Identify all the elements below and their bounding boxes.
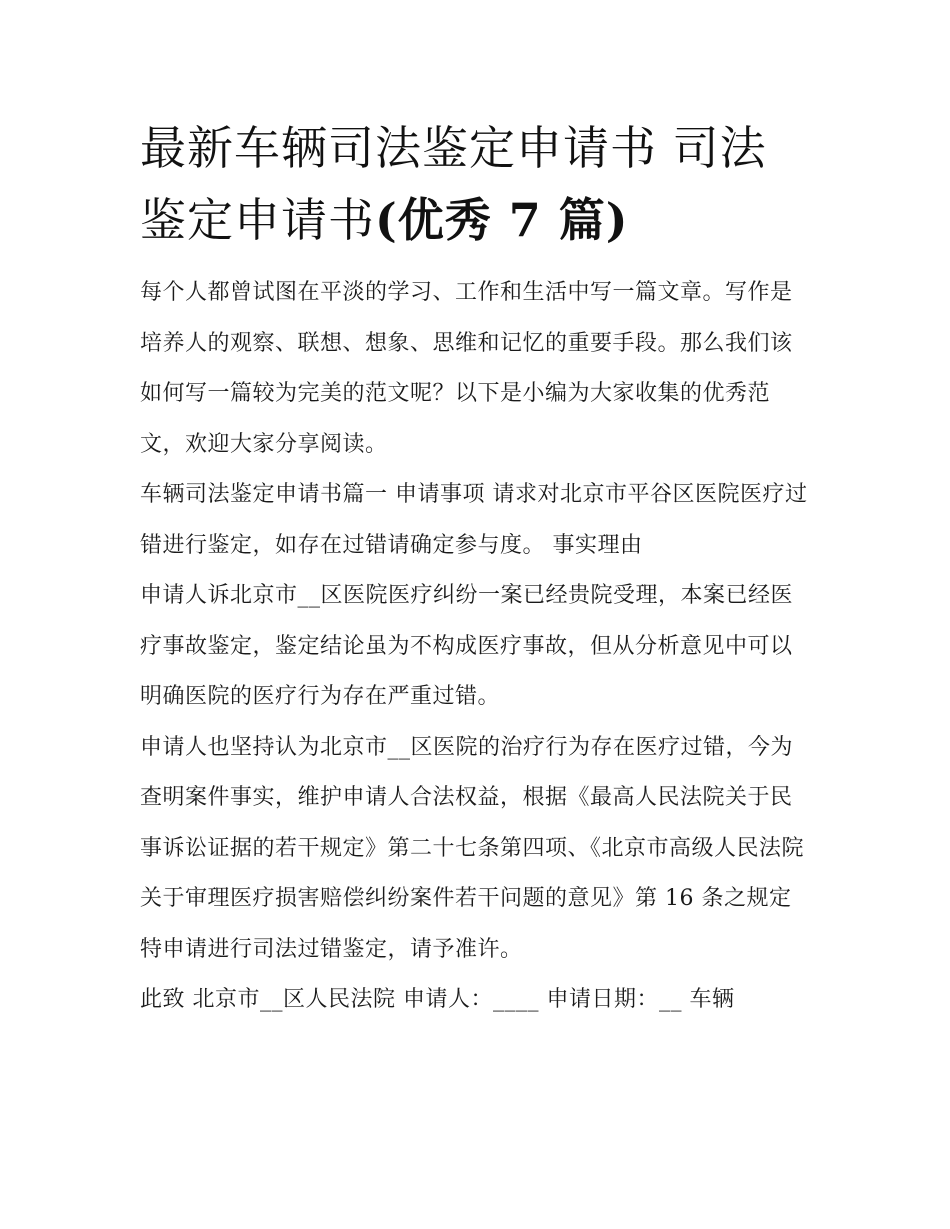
document-body bbox=[140, 112, 812, 1026]
request-paragraph: 申请人也坚持认为北京市__区医院的治疗行为存在医疗过错，今为查明案件事实，维护申请人合法权益，根据《最高人民法院关于民事诉讼证据的若干规定》第二十七条第四项、《北京市高级人民法院关于审理医疗损害赔偿纠纷案件若干问题的意见》第 16 条之规定特申请进行司法过错鉴定，请予准许。 bbox=[140, 734, 805, 962]
title-suffix: (优秀 7 篇) bbox=[375, 193, 629, 247]
title-text: 最新车辆司法鉴定申请书 司法鉴定申请书 bbox=[140, 121, 767, 247]
facts-paragraph: 申请人诉北京市__区医院医疗纠纷一案已经贵院受理，本案已经医疗事故鉴定，鉴定结论虽为不构成医疗事故，但从分析意见中可以明确医院的医疗行为存在严重过错。 bbox=[140, 583, 794, 709]
intro-paragraph: 每个人都曾试图在平淡的学习、工作和生活中写一篇文章。写作是培养人的观察、联想、想象、思维和记忆的重要手段。那么我们该如何写一篇较为完美的范文呢？以下是小编为大家收集的优秀范文，欢迎大家分享阅读。 bbox=[140, 280, 793, 457]
application-items-paragraph: 车辆司法鉴定申请书篇一 申请事项 请求对北京市平谷区医院医疗过错进行鉴定，如存在过错请确定参与度。 事实理由 bbox=[140, 482, 808, 558]
document-title bbox=[140, 112, 812, 256]
closing-paragraph: 此致 北京市__区人民法院 申请人：____ 申请日期：__ 车辆 bbox=[140, 987, 735, 1012]
